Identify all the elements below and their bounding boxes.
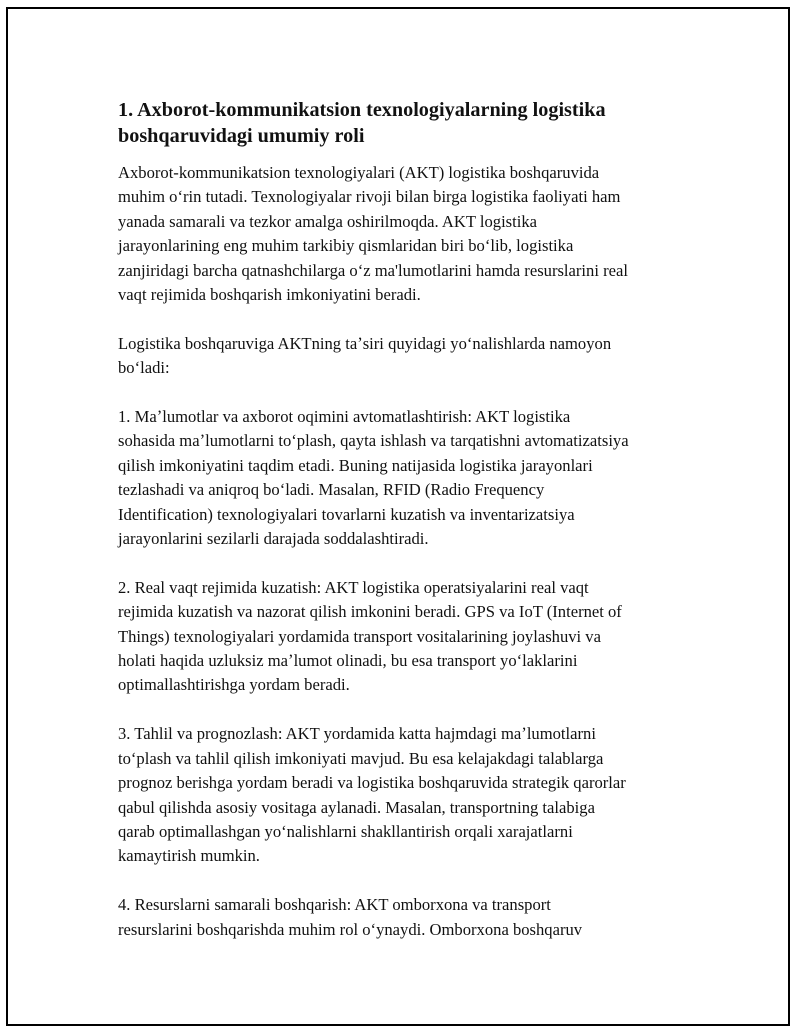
paragraph-item-1: 1. Maʼlumotlar va axborot oqimini avtomatlashtirish: AKT logistika sohasida maʼlumotlarni toʻplash, qayta ishlash va tarqatishni avtomatizatsiya qilish imkoniyatini taqdim etadi. Buning natijasida logistika jarayonlari tezlashadi va aniqroq boʻladi. Masalan, RFID (Radio Frequency Identification) texnologiyalari tovarlarni kuzatish va inventarizatsiya jarayonlarini sezilarli darajada soddalashtiradi. [118, 407, 629, 549]
page-frame [6, 7, 790, 1026]
paragraph-item-2: 2. Real vaqt rejimida kuzatish: AKT logistika operatsiyalarini real vaqt rejimida kuzatish va nazorat qilish imkonini beradi. GPS va IoT (Internet of Things) texnologiyalari yordamida transport vositalarining joylashuvi va holati haqida uzluksiz maʼlumot olinadi, bu esa transport yoʻlaklarini optimallashtirishga yordam beradi. [118, 577, 622, 695]
paragraph-directions: Logistika boshqaruviga AKTning taʼsiri quyidagi yoʻnalishlarda namoyon boʻladi: [118, 333, 612, 378]
paragraph-item-3: 3. Tahlil va prognozlash: AKT yordamida katta hajmdagi maʼlumotlarni toʻplash va tahlil qilish imkoniyati mavjud. Bu esa kelajakdagi talablarga prognoz berishga yordam beradi va logistika boshqaruvida strategik qarorlar qabul qilishda asosiy vositaga aylanadi. Masalan, transportning talabiga qarab optimallashgan yoʻnalishlarni shakllantirish orqali xarajatlarni kamaytirish mumkin. [118, 724, 626, 866]
paragraph-intro: Axborot-kommunikatsion texnologiyalari (AKT) logistika boshqaruvida muhim oʻrin tutadi. Texnologiyalar rivoji bilan birga logistika faoliyati ham yanada samarali va tezkor amalga oshirilmoqda. AKT logistika jarayonlarining eng muhim tarkibiy qismlaridan biri boʻlib, logistika zanjiridagi barcha qatnashchilarga oʻz ma'lumotlarini hamda resurslarini real vaqt rejimida boshqarish imkoniyatini beradi. [118, 163, 628, 305]
document-body [118, 97, 690, 966]
section-heading: 1. Axborot-kommunikatsion texnologiyalarning logistika boshqaruvidagi umumiy roli [118, 99, 606, 147]
paragraph-item-4: 4. Resurslarni samarali boshqarish: AKT omborxona va transport resurslarini boshqarishda muhim rol oʻynaydi. Omborxona boshqaruv [118, 895, 583, 939]
